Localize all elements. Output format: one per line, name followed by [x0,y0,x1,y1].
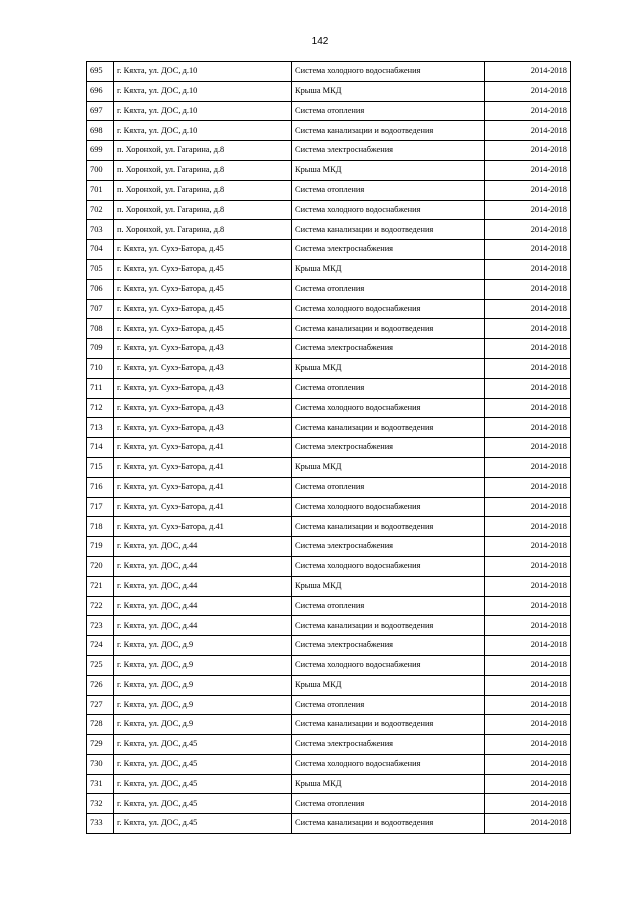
period-cell: 2014-2018 [485,457,571,477]
system-cell: Система электроснабжения [292,537,485,557]
period-cell: 2014-2018 [485,537,571,557]
row-number-cell: 696 [87,81,114,101]
period-cell: 2014-2018 [485,556,571,576]
address-cell: г. Кяхта, ул. ДОС, д.10 [114,121,292,141]
row-number-cell: 703 [87,220,114,240]
row-number-cell: 733 [87,814,114,834]
table-row [87,497,571,517]
period-cell: 2014-2018 [485,735,571,755]
row-number-cell: 711 [87,378,114,398]
system-cell: Система холодного водоснабжения [292,497,485,517]
row-number-cell: 731 [87,774,114,794]
table-row [87,636,571,656]
period-cell: 2014-2018 [485,715,571,735]
address-cell: г. Кяхта, ул. Сухэ-Батора, д.43 [114,339,292,359]
table-row [87,101,571,121]
row-number-cell: 728 [87,715,114,735]
period-cell: 2014-2018 [485,339,571,359]
system-cell: Система канализации и водоотведения [292,220,485,240]
period-cell: 2014-2018 [485,794,571,814]
address-cell: г. Кяхта, ул. ДОС, д.45 [114,774,292,794]
system-cell: Система канализации и водоотведения [292,517,485,537]
system-cell: Система холодного водоснабжения [292,398,485,418]
address-cell: г. Кяхта, ул. ДОС, д.9 [114,715,292,735]
row-number-cell: 715 [87,457,114,477]
system-cell: Крыша МКД [292,675,485,695]
table-row [87,735,571,755]
address-cell: г. Кяхта, ул. Сухэ-Батора, д.43 [114,418,292,438]
table-row [87,596,571,616]
period-cell: 2014-2018 [485,754,571,774]
system-cell: Система холодного водоснабжения [292,754,485,774]
period-cell: 2014-2018 [485,596,571,616]
table-row [87,477,571,497]
address-cell: г. Кяхта, ул. Сухэ-Батора, д.45 [114,259,292,279]
address-cell: г. Кяхта, ул. ДОС, д.10 [114,62,292,82]
address-cell: г. Кяхта, ул. ДОС, д.44 [114,616,292,636]
system-cell: Крыша МКД [292,457,485,477]
row-number-cell: 695 [87,62,114,82]
address-cell: г. Кяхта, ул. ДОС, д.44 [114,556,292,576]
address-cell: г. Кяхта, ул. ДОС, д.9 [114,675,292,695]
row-number-cell: 717 [87,497,114,517]
address-cell: п. Хоронхой, ул. Гагарина, д.8 [114,200,292,220]
table-row [87,141,571,161]
system-cell: Система электроснабжения [292,438,485,458]
table-row [87,378,571,398]
row-number-cell: 705 [87,259,114,279]
period-cell: 2014-2018 [485,675,571,695]
table-row [87,319,571,339]
system-cell: Система канализации и водоотведения [292,814,485,834]
table-row [87,240,571,260]
period-cell: 2014-2018 [485,299,571,319]
system-cell: Система холодного водоснабжения [292,200,485,220]
table-row [87,398,571,418]
row-number-cell: 718 [87,517,114,537]
period-cell: 2014-2018 [485,121,571,141]
address-cell: г. Кяхта, ул. Сухэ-Батора, д.41 [114,517,292,537]
address-cell: г. Кяхта, ул. ДОС, д.9 [114,695,292,715]
period-cell: 2014-2018 [485,81,571,101]
table-row [87,160,571,180]
row-number-cell: 719 [87,537,114,557]
row-number-cell: 697 [87,101,114,121]
table-row [87,794,571,814]
address-cell: г. Кяхта, ул. ДОС, д.44 [114,596,292,616]
system-cell: Система электроснабжения [292,141,485,161]
table-row [87,457,571,477]
address-cell: г. Кяхта, ул. Сухэ-Батора, д.45 [114,299,292,319]
address-cell: п. Хоронхой, ул. Гагарина, д.8 [114,220,292,240]
address-cell: г. Кяхта, ул. ДОС, д.45 [114,794,292,814]
period-cell: 2014-2018 [485,418,571,438]
address-cell: г. Кяхта, ул. ДОС, д.44 [114,576,292,596]
row-number-cell: 725 [87,655,114,675]
address-cell: г. Кяхта, ул. Сухэ-Батора, д.43 [114,358,292,378]
row-number-cell: 699 [87,141,114,161]
period-cell: 2014-2018 [485,655,571,675]
row-number-cell: 702 [87,200,114,220]
period-cell: 2014-2018 [485,259,571,279]
system-cell: Система электроснабжения [292,240,485,260]
table-row [87,655,571,675]
table-row [87,299,571,319]
registry-table [86,61,571,834]
system-cell: Система отопления [292,180,485,200]
address-cell: г. Кяхта, ул. Сухэ-Батора, д.41 [114,457,292,477]
system-cell: Крыша МКД [292,358,485,378]
system-cell: Система отопления [292,596,485,616]
table-row [87,180,571,200]
row-number-cell: 721 [87,576,114,596]
address-cell: г. Кяхта, ул. ДОС, д.10 [114,101,292,121]
row-number-cell: 710 [87,358,114,378]
address-cell: п. Хоронхой, ул. Гагарина, д.8 [114,141,292,161]
address-cell: г. Кяхта, ул. ДОС, д.10 [114,81,292,101]
table-row [87,754,571,774]
row-number-cell: 707 [87,299,114,319]
system-cell: Система отопления [292,279,485,299]
period-cell: 2014-2018 [485,180,571,200]
row-number-cell: 720 [87,556,114,576]
period-cell: 2014-2018 [485,101,571,121]
system-cell: Система канализации и водоотведения [292,121,485,141]
row-number-cell: 712 [87,398,114,418]
row-number-cell: 708 [87,319,114,339]
system-cell: Система канализации и водоотведения [292,616,485,636]
row-number-cell: 724 [87,636,114,656]
row-number-cell: 726 [87,675,114,695]
period-cell: 2014-2018 [485,438,571,458]
row-number-cell: 704 [87,240,114,260]
row-number-cell: 730 [87,754,114,774]
table-row [87,259,571,279]
period-cell: 2014-2018 [485,477,571,497]
address-cell: г. Кяхта, ул. Сухэ-Батора, д.45 [114,240,292,260]
system-cell: Крыша МКД [292,259,485,279]
row-number-cell: 698 [87,121,114,141]
address-cell: г. Кяхта, ул. Сухэ-Батора, д.41 [114,497,292,517]
table-row [87,121,571,141]
table-row [87,814,571,834]
system-cell: Система канализации и водоотведения [292,418,485,438]
row-number-cell: 727 [87,695,114,715]
system-cell: Крыша МКД [292,576,485,596]
row-number-cell: 716 [87,477,114,497]
row-number-cell: 732 [87,794,114,814]
table-row [87,556,571,576]
address-cell: г. Кяхта, ул. Сухэ-Батора, д.41 [114,438,292,458]
table-row [87,438,571,458]
table-row [87,576,571,596]
period-cell: 2014-2018 [485,319,571,339]
table-row [87,339,571,359]
system-cell: Система отопления [292,477,485,497]
system-cell: Система холодного водоснабжения [292,62,485,82]
row-number-cell: 706 [87,279,114,299]
system-cell: Система электроснабжения [292,339,485,359]
table-row [87,537,571,557]
system-cell: Система холодного водоснабжения [292,655,485,675]
table-row [87,279,571,299]
address-cell: п. Хоронхой, ул. Гагарина, д.8 [114,160,292,180]
table-row [87,616,571,636]
period-cell: 2014-2018 [485,62,571,82]
address-cell: г. Кяхта, ул. ДОС, д.9 [114,636,292,656]
period-cell: 2014-2018 [485,398,571,418]
system-cell: Система канализации и водоотведения [292,319,485,339]
table-row [87,358,571,378]
address-cell: г. Кяхта, ул. ДОС, д.45 [114,754,292,774]
table-row [87,715,571,735]
page-number: 142 [311,36,329,47]
address-cell: г. Кяхта, ул. Сухэ-Батора, д.45 [114,319,292,339]
system-cell: Крыша МКД [292,160,485,180]
system-cell: Система отопления [292,695,485,715]
row-number-cell: 722 [87,596,114,616]
address-cell: г. Кяхта, ул. ДОС, д.9 [114,655,292,675]
system-cell: Система холодного водоснабжения [292,556,485,576]
address-cell: г. Кяхта, ул. ДОС, д.44 [114,537,292,557]
period-cell: 2014-2018 [485,160,571,180]
system-cell: Система канализации и водоотведения [292,715,485,735]
row-number-cell: 714 [87,438,114,458]
period-cell: 2014-2018 [485,378,571,398]
table-row [87,62,571,82]
period-cell: 2014-2018 [485,695,571,715]
period-cell: 2014-2018 [485,576,571,596]
registry-table-body [87,62,571,834]
address-cell: п. Хоронхой, ул. Гагарина, д.8 [114,180,292,200]
system-cell: Крыша МКД [292,774,485,794]
row-number-cell: 700 [87,160,114,180]
address-cell: г. Кяхта, ул. Сухэ-Батора, д.43 [114,378,292,398]
system-cell: Система отопления [292,378,485,398]
table-row [87,200,571,220]
period-cell: 2014-2018 [485,517,571,537]
table-row [87,81,571,101]
system-cell: Система электроснабжения [292,735,485,755]
period-cell: 2014-2018 [485,141,571,161]
period-cell: 2014-2018 [485,814,571,834]
period-cell: 2014-2018 [485,636,571,656]
address-cell: г. Кяхта, ул. Сухэ-Батора, д.41 [114,477,292,497]
address-cell: г. Кяхта, ул. Сухэ-Батора, д.43 [114,398,292,418]
system-cell: Система отопления [292,101,485,121]
row-number-cell: 709 [87,339,114,359]
table-row [87,418,571,438]
table-row [87,517,571,537]
row-number-cell: 729 [87,735,114,755]
period-cell: 2014-2018 [485,200,571,220]
system-cell: Система холодного водоснабжения [292,299,485,319]
period-cell: 2014-2018 [485,358,571,378]
row-number-cell: 701 [87,180,114,200]
period-cell: 2014-2018 [485,279,571,299]
table-row [87,675,571,695]
row-number-cell: 713 [87,418,114,438]
address-cell: г. Кяхта, ул. ДОС, д.45 [114,735,292,755]
address-cell: г. Кяхта, ул. ДОС, д.45 [114,814,292,834]
period-cell: 2014-2018 [485,497,571,517]
table-row [87,695,571,715]
period-cell: 2014-2018 [485,774,571,794]
period-cell: 2014-2018 [485,616,571,636]
system-cell: Система электроснабжения [292,636,485,656]
row-number-cell: 723 [87,616,114,636]
table-row [87,220,571,240]
period-cell: 2014-2018 [485,240,571,260]
system-cell: Система отопления [292,794,485,814]
period-cell: 2014-2018 [485,220,571,240]
system-cell: Крыша МКД [292,81,485,101]
address-cell: г. Кяхта, ул. Сухэ-Батора, д.45 [114,279,292,299]
table-row [87,774,571,794]
